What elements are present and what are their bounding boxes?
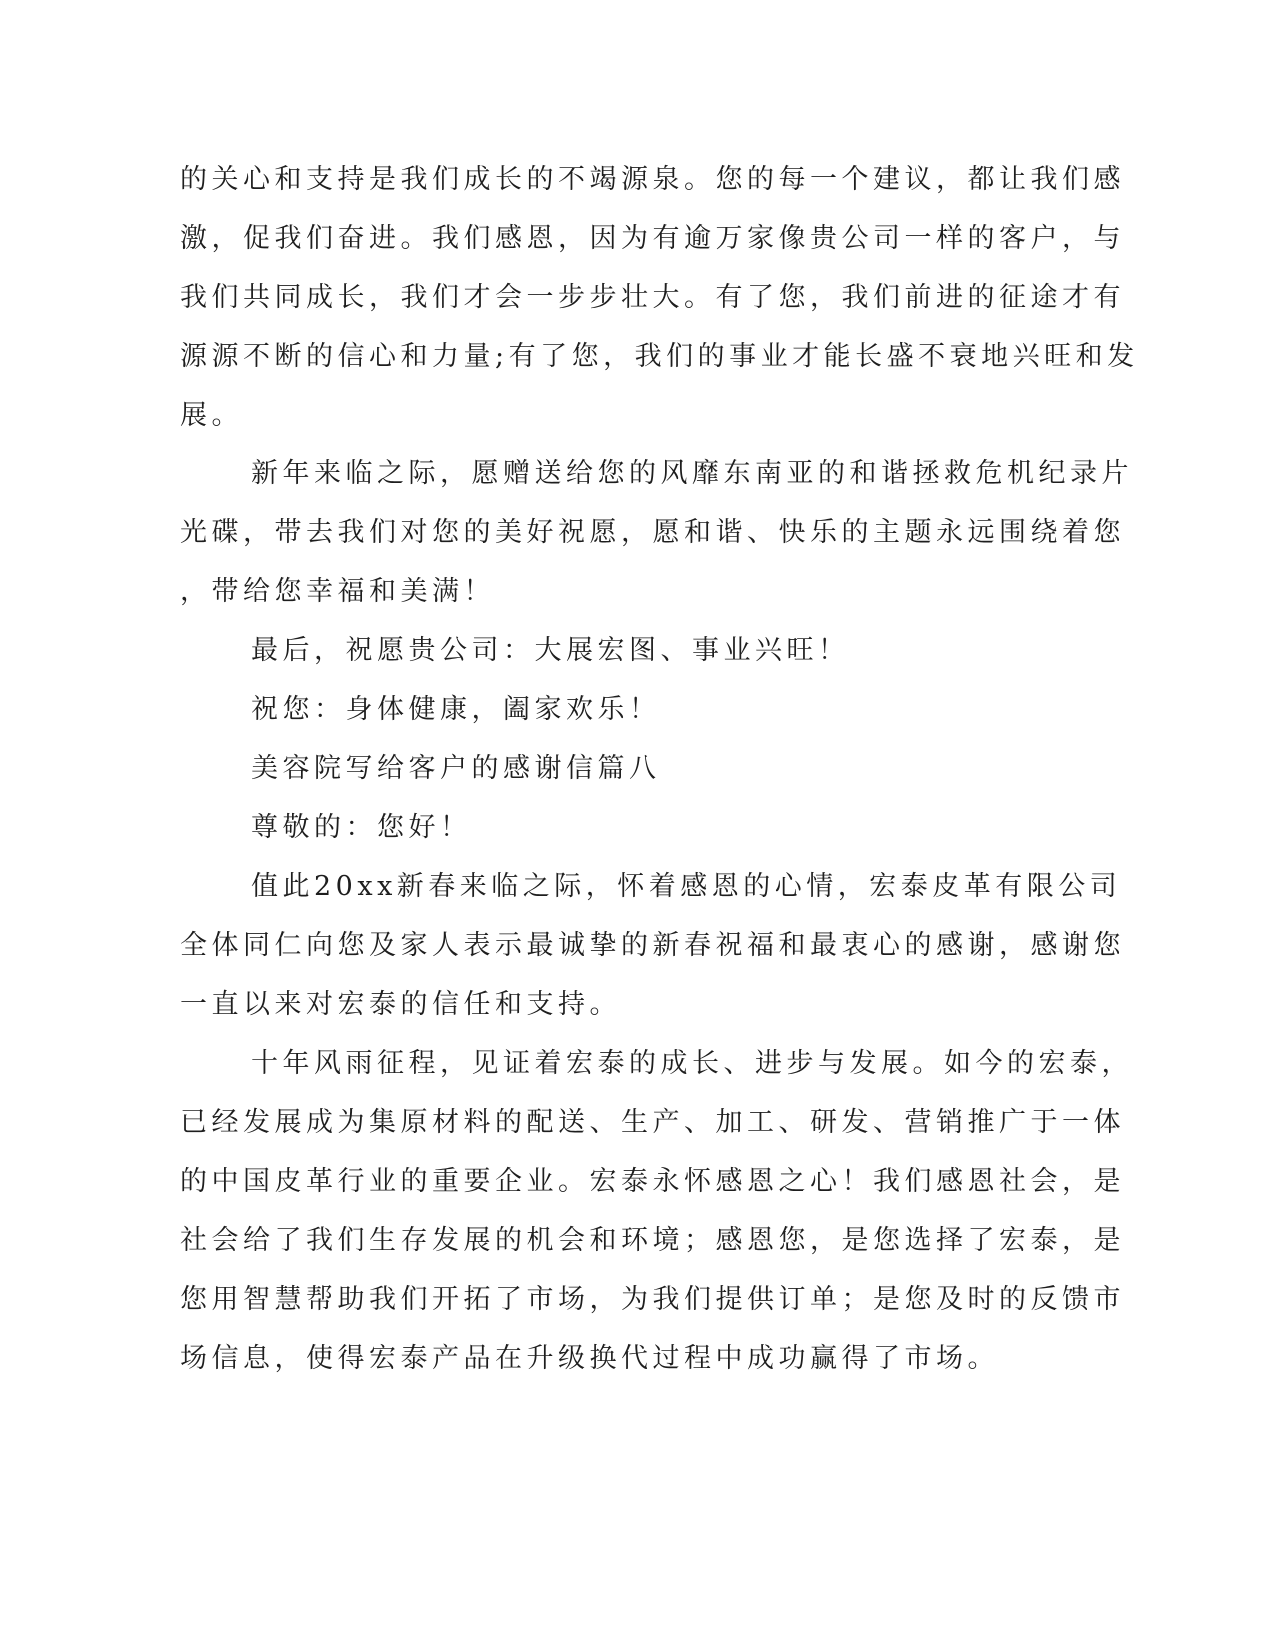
text-line: 您用智慧帮助我们开拓了市场，为我们提供订单；是您及时的反馈市 (180, 1284, 1125, 1315)
text-line: ，带给您幸福和美满！ (180, 576, 495, 607)
text-line: 展。 (180, 400, 243, 431)
salutation: 尊敬的：您好！ (251, 812, 472, 843)
text-line: 十年风雨征程，见证着宏泰的成长、进步与发展。如今的宏泰， (251, 1048, 1133, 1079)
text-line: 源源不断的信心和力量;有了您，我们的事业才能长盛不衰地兴旺和发 (180, 341, 1139, 372)
text-line: 场信息，使得宏泰产品在升级换代过程中成功赢得了市场。 (180, 1343, 999, 1374)
text-line: 激，促我们奋进。我们感恩，因为有逾万家像贵公司一样的客户，与 (180, 223, 1125, 254)
text-line: 全体同仁向您及家人表示最诚挚的新春祝福和最衷心的感谢，感谢您 (180, 930, 1125, 961)
text-line: 祝您：身体健康，阖家欢乐！ (251, 694, 661, 725)
text-line: 新年来临之际，愿赠送给您的风靡东南亚的和谐拯救危机纪录片 (251, 458, 1133, 489)
text-line: 光碟，带去我们对您的美好祝愿，愿和谐、快乐的主题永远围绕着您 (180, 517, 1125, 548)
text-line: 已经发展成为集原材料的配送、生产、加工、研发、营销推广于一体 (180, 1107, 1125, 1138)
text-line: 我们共同成长，我们才会一步步壮大。有了您，我们前进的征途才有 (180, 282, 1125, 313)
text-line: 的关心和支持是我们成长的不竭源泉。您的每一个建议，都让我们感 (180, 164, 1125, 195)
text-line: 的中国皮革行业的重要企业。宏泰永怀感恩之心！我们感恩社会，是 (180, 1166, 1125, 1197)
text-line: 值此20xx新春来临之际，怀着感恩的心情，宏泰皮革有限公司 (251, 871, 1122, 902)
text-line: 最后，祝愿贵公司：大展宏图、事业兴旺！ (251, 635, 850, 666)
section-heading: 美容院写给客户的感谢信篇八 (251, 753, 661, 784)
text-line: 社会给了我们生存发展的机会和环境；感恩您，是您选择了宏泰，是 (180, 1225, 1125, 1256)
text-line: 一直以来对宏泰的信任和支持。 (180, 989, 621, 1020)
